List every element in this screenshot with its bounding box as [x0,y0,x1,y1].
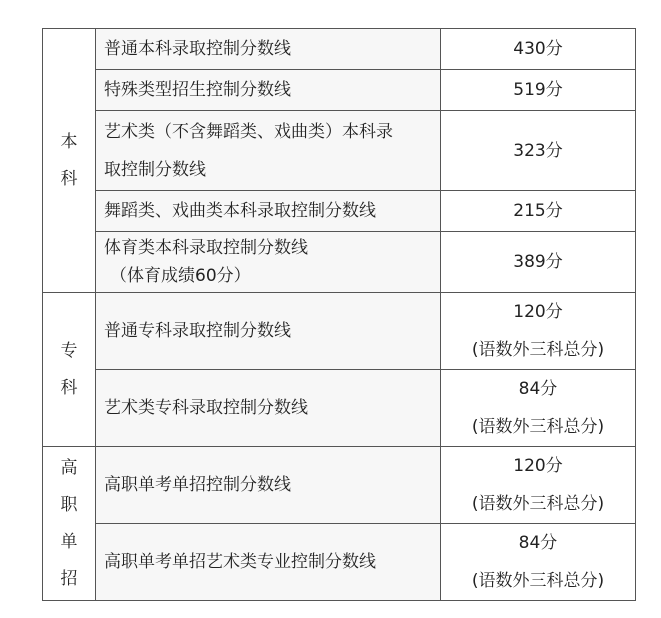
category-char: 本 [60,131,78,152]
score-value: 120分 [513,456,563,476]
table-row [43,111,636,191]
score-cell [441,111,636,191]
score-value: 84分 [518,379,558,399]
category-char: 招 [60,568,78,589]
score-note: (语数外三科总分) [471,571,605,591]
item-text: （体育成绩60分） [110,266,251,286]
item-text: 艺术类（不含舞蹈类、戏曲类）本科录 [104,121,393,142]
category-char: 职 [60,494,78,515]
table-row [43,29,636,70]
category-cell-undergraduate [43,29,96,293]
item-cell [96,111,441,191]
score-note: (语数外三科总分) [471,494,605,514]
item-text: 艺术类专科录取控制分数线 [104,398,308,418]
table-row [43,293,636,370]
item-cell [96,29,441,70]
item-text: 高职单考单招控制分数线 [104,475,291,495]
category-char: 科 [60,168,78,189]
score-cell [441,191,636,232]
table-row [43,447,636,524]
score-value: 215分 [513,201,563,221]
score-cell [441,370,636,447]
category-char: 高 [60,457,78,478]
category-cell-junior-college [43,293,96,447]
score-value: 120分 [513,302,563,322]
score-value: 84分 [518,533,558,553]
score-cell [441,232,636,293]
score-cell [441,447,636,524]
item-cell [96,293,441,370]
table-row [43,70,636,111]
item-cell [96,191,441,232]
item-text: 高职单考单招艺术类专业控制分数线 [104,552,376,572]
item-cell [96,524,441,601]
score-value: 430分 [513,39,563,59]
category-cell-vocational-admission [43,447,96,601]
item-cell [96,447,441,524]
table-row [43,370,636,447]
score-note: (语数外三科总分) [471,340,605,360]
item-text: 体育类本科录取控制分数线 [104,238,308,258]
category-char: 专 [60,340,78,361]
table-row [43,191,636,232]
item-text: 普通专科录取控制分数线 [104,321,291,341]
score-note: (语数外三科总分) [471,417,605,437]
score-cell [441,293,636,370]
score-cell [441,29,636,70]
item-cell [96,70,441,111]
score-line-table [42,28,636,601]
item-text: 取控制分数线 [104,159,206,180]
score-value: 519分 [513,80,563,100]
table-row [43,524,636,601]
score-value: 323分 [513,140,563,161]
score-cell [441,524,636,601]
category-char: 科 [60,377,78,398]
item-cell [96,370,441,447]
item-text: 普通本科录取控制分数线 [104,39,291,59]
table-row [43,232,636,293]
item-cell [96,232,441,293]
item-text: 舞蹈类、戏曲类本科录取控制分数线 [104,201,376,221]
score-cell [441,70,636,111]
item-text: 特殊类型招生控制分数线 [104,80,291,100]
category-char: 单 [60,531,78,552]
score-value: 389分 [513,252,563,272]
